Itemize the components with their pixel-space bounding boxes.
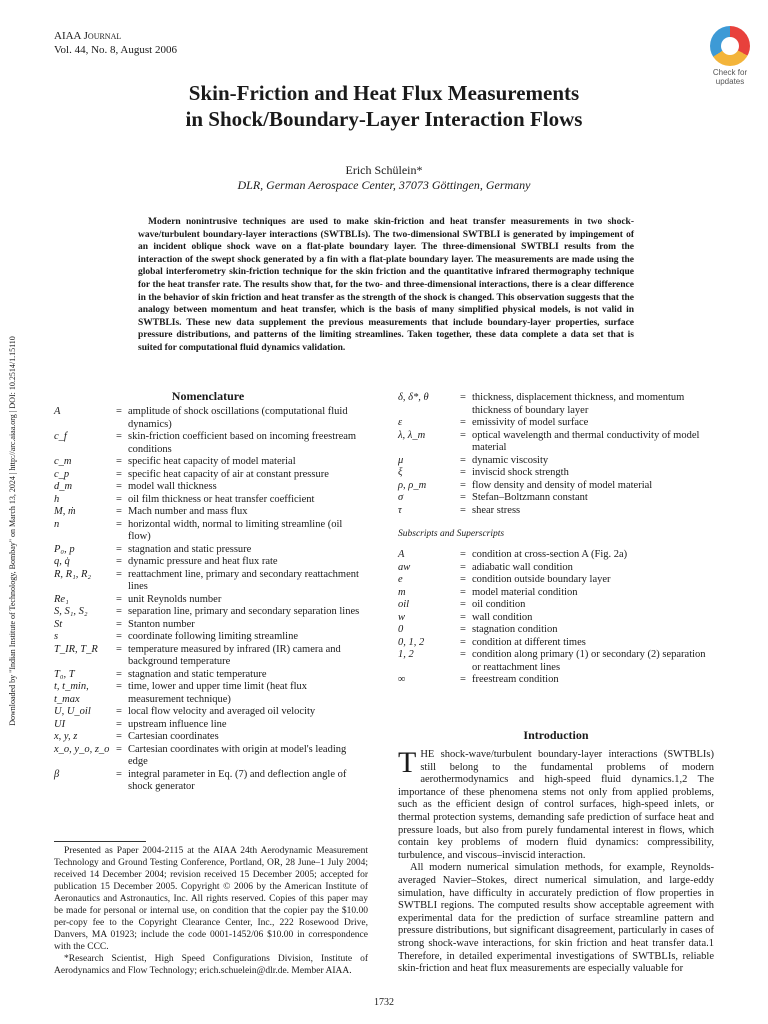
- nomenclature-row: [54, 644, 362, 669]
- equals-sign: =: [116, 543, 122, 555]
- nomenclature-row: [54, 594, 362, 607]
- nomenclature-definition: model wall thickness: [128, 481, 217, 492]
- nomenclature-symbol: UI: [54, 718, 66, 730]
- nomenclature-symbol: x, y, z: [54, 731, 78, 742]
- nomenclature-symbol: σ: [398, 492, 404, 503]
- equals-sign: =: [460, 429, 466, 441]
- equals-sign: =: [116, 456, 122, 467]
- equals-sign: =: [116, 493, 122, 505]
- nomenclature-symbol: 0: [398, 624, 404, 635]
- nomenclature-definition: local flow velocity and averaged oil velocity: [128, 706, 316, 717]
- nomenclature-row: [398, 637, 714, 650]
- equals-sign: =: [460, 417, 466, 428]
- nomenclature-symbol: d_m: [54, 481, 73, 492]
- nomenclature-definition: stagnation and static temperature: [128, 668, 267, 680]
- nomenclature-symbol: s: [54, 631, 59, 642]
- nomenclature-row: [398, 430, 714, 455]
- nomenclature-definition: reattachment line, primary and secondary reattachment lines: [128, 568, 359, 592]
- nomenclature-symbol: β: [54, 768, 60, 780]
- journal-volume: Vol. 44, No. 8, August 2006: [54, 44, 177, 56]
- nomenclature-symbol: t, t_min, t_max: [54, 681, 89, 705]
- nomenclature-row: [54, 506, 362, 519]
- nomenclature-row: [54, 469, 362, 482]
- nomenclature-symbol: 1, 2: [398, 649, 414, 660]
- nomenclature-symbol: c_m: [54, 456, 72, 467]
- nomenclature-symbol: M, ṁ: [54, 506, 76, 517]
- paper-title: [0, 80, 768, 132]
- nomenclature-symbol: x_o, y_o, z_o: [54, 743, 110, 755]
- nomenclature-row: [398, 480, 714, 493]
- nomenclature-right-column: [398, 392, 714, 687]
- nomenclature-symbol: U, U_oil: [54, 706, 91, 717]
- nomenclature-definition: condition outside boundary layer: [472, 574, 611, 585]
- nomenclature-symbol: oil: [398, 599, 410, 610]
- equals-sign: =: [460, 599, 466, 610]
- nomenclature-row: [398, 455, 714, 468]
- nomenclature-heading: Nomenclature: [171, 389, 245, 403]
- nomenclature-symbol: A: [54, 406, 61, 417]
- nomenclature-definition: condition at cross-section A (Fig. 2a): [472, 549, 628, 560]
- nomenclature-symbol: ξ: [398, 467, 403, 478]
- journal-header: [54, 29, 177, 57]
- nomenclature-symbol: w: [398, 611, 406, 623]
- nomenclature-definition: adiabatic wall condition: [472, 561, 573, 573]
- nomenclature-definition: stagnation and static pressure: [128, 543, 252, 555]
- nomenclature-row: [398, 505, 714, 518]
- abstract: Modern nonintrusive techniques are used to make skin-friction and heat transfer measurements in two shock-wave/turbulent boundary-layer interactions (SWTBLIs). The two-dimensional SWTBLI is generated by impingement of an incident oblique shock wave on a flat-plate boundary layer. The three-dimensional SWTBLI results from the interaction of the swept shock generated by a fin with a flat-plate boundary layer. The measurements are made using the global interferometry skin-friction technique for the skin friction and the quantitative infrared thermography technique for the heat transfer rate. The results show that, for the two- and three-dimensional interactions, there is a clear difference in the behavior of skin friction and heat transfer as the strength of the shock is changed. This observation suggests that the analogy between momentum and heat transfer, which is the basis of many simplified physical models, is not valid in SWTBLIs. These new data supplement the previous measurements that include boundary-layer properties, surface pressure distributions, and patterns of the limiting streamlines. Taken together, these data complete a data set that is suited for computational fluid dynamics validation.: [138, 217, 634, 353]
- nomenclature-definition: specific heat capacity of model material: [128, 456, 296, 467]
- equals-sign: =: [116, 718, 122, 730]
- badge-label-1: Check for: [712, 68, 748, 77]
- nomenclature-row: [54, 631, 362, 644]
- nomenclature-row: [54, 406, 362, 431]
- nomenclature-definition: wall condition: [472, 611, 533, 623]
- nomenclature-symbol: T_IR, T_R: [54, 643, 98, 655]
- nomenclature-definition: emissivity of model surface: [472, 417, 589, 428]
- nomenclature-definition: condition along primary (1) or secondary (2) separation or reattachment lines: [472, 649, 706, 673]
- nomenclature-row: [398, 467, 714, 480]
- nomenclature-symbol: δ, δ*, θ: [398, 392, 429, 403]
- nomenclature-definition: thickness, displacement thickness, and momentum thickness of boundary layer: [472, 392, 685, 416]
- nomenclature-row: [54, 706, 362, 719]
- nomenclature-symbol: e: [398, 574, 403, 585]
- nomenclature-row: [54, 619, 362, 632]
- nomenclature-row: [54, 519, 362, 544]
- equals-sign: =: [116, 593, 122, 605]
- badge-label-2: updates: [715, 77, 745, 86]
- nomenclature-row: [54, 569, 362, 594]
- nomenclature-definition: oil condition: [472, 599, 526, 610]
- nomenclature-definition: oil film thickness or heat transfer coefficient: [128, 493, 315, 505]
- crossmark-icon: [710, 26, 750, 66]
- nomenclature-row: [54, 744, 362, 769]
- nomenclature-row: [398, 674, 714, 687]
- nomenclature-definition: amplitude of shock oscillations (computational fluid dynamics): [128, 406, 348, 430]
- intro-paragraph-1: HE shock-wave/turbulent boundary-layer interactions (SWTBLIs) still belong to the fundamental problems of modern aerothermodynamics and high-speed fluid dynamics.1,2 The importance of these phenomena stems not only from applied problems, such as the efficient design of control surfaces, high-speed inlets, or thermal protection systems, demanding safe prediction of surface heat and pressure loads, but also from purely fundamental interest in flows, which contain key problems of modern fluid dynamics: compressibility, turbulence, and viscous–inviscid interaction.: [398, 749, 714, 861]
- equals-sign: =: [460, 561, 466, 573]
- nomenclature-row: [54, 494, 362, 507]
- subscripts-list: [398, 549, 714, 687]
- equals-sign: =: [460, 467, 466, 478]
- nomenclature-row: [54, 431, 362, 456]
- title-line-1: Skin-Friction and Heat Flux Measurements: [188, 81, 580, 105]
- nomenclature-definition: shear stress: [472, 504, 521, 516]
- intro-paragraph-2: All modern numerical simulation methods, for example, Reynolds-averaged Navier–Stokes, direct numerical simulation, and large-eddy simulation, have difficulty in accurately prediction of flow properties in SWTBLI regions. The computed results show acceptable agreement with experimental data for the prediction of surface streamline pattern and pressure distributions, but significant disagreement, particularly in cases of strong shock-wave interactions, for skin friction and heat transfer data.1 Therefore, in detailed experimental investigations of SWTBLIs, reliable skin-friction and heat flux measurements are especially valuable for: [398, 862, 714, 975]
- nomenclature-row: [54, 719, 362, 732]
- nomenclature-definition: upstream influence line: [128, 718, 227, 730]
- nomenclature-row: [398, 624, 714, 637]
- equals-sign: =: [116, 568, 122, 580]
- nomenclature-row: [398, 549, 714, 562]
- nomenclature-definition: temperature measured by infrared (IR) camera and background temperature: [128, 643, 341, 667]
- nomenclature-symbol: c_p: [54, 468, 70, 480]
- footnote-rule: [54, 841, 146, 842]
- page-number: 1732: [374, 997, 394, 1008]
- nomenclature-definition: Stefan–Boltzmann constant: [472, 492, 588, 503]
- nomenclature-definition: model material condition: [472, 586, 578, 598]
- nomenclature-definition: Cartesian coordinates with origin at model's leading edge: [128, 743, 347, 767]
- nomenclature-definition: stagnation condition: [472, 624, 558, 635]
- equals-sign: =: [116, 406, 122, 417]
- nomenclature-symbol: τ: [398, 504, 402, 516]
- nomenclature-definition: Stanton number: [128, 618, 195, 630]
- nomenclature-definition: optical wavelength and thermal conductivity of model material: [472, 429, 700, 453]
- equals-sign: =: [460, 454, 466, 466]
- nomenclature-symbol: c_f: [54, 431, 67, 442]
- nomenclature-symbol: h: [54, 493, 60, 505]
- nomenclature-row: [398, 649, 714, 674]
- nomenclature-row: [54, 556, 362, 569]
- nomenclature-row: [54, 769, 362, 794]
- subscripts-heading: Subscripts and Superscripts: [398, 529, 505, 539]
- equals-sign: =: [116, 706, 122, 717]
- equals-sign: =: [116, 431, 122, 442]
- nomenclature-symbol: T₀, T: [54, 668, 75, 680]
- check-for-updates-button[interactable]: [700, 26, 760, 86]
- nomenclature-row: [398, 417, 714, 430]
- nomenclature-symbol: St: [54, 618, 63, 630]
- equals-sign: =: [460, 549, 466, 560]
- equals-sign: =: [116, 618, 122, 630]
- nomenclature-definition: horizontal width, normal to limiting streamline (oil flow): [128, 518, 343, 542]
- nomenclature-definition: time, lower and upper time limit (heat flux measurement technique): [128, 681, 308, 705]
- nomenclature-definition: integral parameter in Eq. (7) and deflection angle of shock generator: [128, 768, 347, 792]
- nomenclature-symbol: ∞: [398, 674, 406, 685]
- nomenclature-row: [398, 612, 714, 625]
- footnotes: [54, 845, 368, 977]
- nomenclature-definition: specific heat capacity of air at constant pressure: [128, 468, 329, 480]
- equals-sign: =: [116, 768, 122, 780]
- nomenclature-row: [54, 669, 362, 682]
- nomenclature-definition: freestream condition: [472, 674, 559, 685]
- nomenclature-list-continued: [398, 392, 714, 517]
- nomenclature-symbol: m: [398, 586, 406, 598]
- author-affiliation: DLR, German Aerospace Center, 37073 Göttingen, Germany: [237, 178, 531, 192]
- equals-sign: =: [116, 731, 122, 742]
- equals-sign: =: [460, 624, 466, 635]
- nomenclature-symbol: ρ, ρ_m: [398, 479, 427, 491]
- equals-sign: =: [460, 492, 466, 503]
- nomenclature-symbol: P₀, p: [54, 543, 75, 555]
- nomenclature-definition: dynamic viscosity: [472, 454, 549, 466]
- equals-sign: =: [460, 611, 466, 623]
- nomenclature-row: [54, 456, 362, 469]
- nomenclature-symbol: ε: [398, 417, 403, 428]
- footnote-presentation: Presented as Paper 2004-2115 at the AIAA 24th Aerodynamic Measurement Technology and Ground Testing Conference, Portland, OR, 28 June–1 July 2004; received 14 December 2004; revision received 15 December 2005; accepted for publication 15 December 2005. Copyright © 2006 by the American Institute of Aeronautics and Astronautics, Inc. All rights reserved. Copies of this paper may be made for personal or internal use, on condition that the copier pay the $10.00 per-copy fee to the Copyright Clearance Center, Inc., 222 Rosewood Drive, Danvers, MA 01923; include the code 0001-1452/06 $10.00 in correspondence with the CCC.: [54, 846, 368, 952]
- equals-sign: =: [116, 668, 122, 680]
- nomenclature-row: [54, 544, 362, 557]
- nomenclature-symbol: μ: [398, 454, 404, 466]
- dropcap-letter: T: [398, 746, 417, 779]
- nomenclature-symbol: Re₁: [54, 593, 69, 605]
- nomenclature-symbol: aw: [398, 561, 411, 573]
- introduction-section: [398, 728, 714, 976]
- equals-sign: =: [116, 631, 122, 642]
- footnote-author: *Research Scientist, High Speed Configurations Division, Institute of Aerodynamics and Flow Technology; erich.schuelein@dlr.de. Member AIAA.: [54, 954, 368, 976]
- equals-sign: =: [460, 674, 466, 685]
- introduction-heading: Introduction: [523, 728, 589, 742]
- nomenclature-row: [54, 681, 362, 706]
- download-side-note: Downloaded by "Indian Institute of Technology, Bombay" on March 13, 2024 | http://arc.aiaa.org | DOI: 10.2514/1.15110: [8, 336, 17, 726]
- equals-sign: =: [116, 468, 122, 480]
- equals-sign: =: [116, 556, 122, 567]
- nomenclature-row: [398, 599, 714, 612]
- nomenclature-left-column: [54, 388, 362, 794]
- nomenclature-definition: skin-friction coefficient based on incoming freestream conditions: [128, 431, 357, 455]
- nomenclature-definition: condition at different times: [472, 636, 586, 648]
- nomenclature-definition: separation line, primary and secondary separation lines: [128, 606, 360, 617]
- nomenclature-row: [54, 481, 362, 494]
- equals-sign: =: [116, 506, 122, 517]
- nomenclature-definition: Cartesian coordinates: [128, 731, 219, 742]
- nomenclature-row: [398, 492, 714, 505]
- equals-sign: =: [460, 504, 466, 516]
- nomenclature-definition: inviscid shock strength: [472, 467, 569, 478]
- nomenclature-symbol: A: [398, 549, 405, 560]
- equals-sign: =: [116, 643, 122, 655]
- nomenclature-definition: unit Reynolds number: [128, 593, 222, 605]
- nomenclature-symbol: q, q̇: [54, 556, 70, 567]
- nomenclature-symbol: n: [54, 518, 60, 530]
- title-line-2: in Shock/Boundary-Layer Interaction Flows: [185, 107, 583, 131]
- nomenclature-row: [398, 574, 714, 587]
- nomenclature-row: [398, 392, 714, 417]
- equals-sign: =: [116, 518, 122, 530]
- nomenclature-row: [54, 606, 362, 619]
- nomenclature-symbol: λ, λ_m: [398, 429, 426, 441]
- nomenclature-definition: coordinate following limiting streamline: [128, 631, 299, 642]
- nomenclature-definition: dynamic pressure and heat flux rate: [128, 556, 278, 567]
- equals-sign: =: [116, 681, 122, 692]
- nomenclature-symbol: S, S₁, S₂: [54, 606, 88, 617]
- equals-sign: =: [460, 636, 466, 648]
- nomenclature-definition: flow density and density of model material: [472, 479, 653, 491]
- nomenclature-row: [398, 587, 714, 600]
- equals-sign: =: [116, 481, 122, 492]
- equals-sign: =: [460, 586, 466, 598]
- nomenclature-definition: Mach number and mass flux: [128, 506, 248, 517]
- equals-sign: =: [460, 574, 466, 585]
- equals-sign: =: [460, 392, 466, 403]
- nomenclature-symbol: R, R₁, R₂: [54, 568, 92, 580]
- journal-name: AIAA Journal: [54, 30, 122, 42]
- equals-sign: =: [460, 649, 466, 660]
- nomenclature-symbol: 0, 1, 2: [398, 636, 425, 648]
- nomenclature-row: [54, 731, 362, 744]
- nomenclature-list: [54, 406, 362, 794]
- equals-sign: =: [116, 606, 122, 617]
- author-name: Erich Schülein*: [345, 163, 423, 177]
- nomenclature-row: [398, 562, 714, 575]
- equals-sign: =: [460, 479, 466, 491]
- equals-sign: =: [116, 743, 122, 755]
